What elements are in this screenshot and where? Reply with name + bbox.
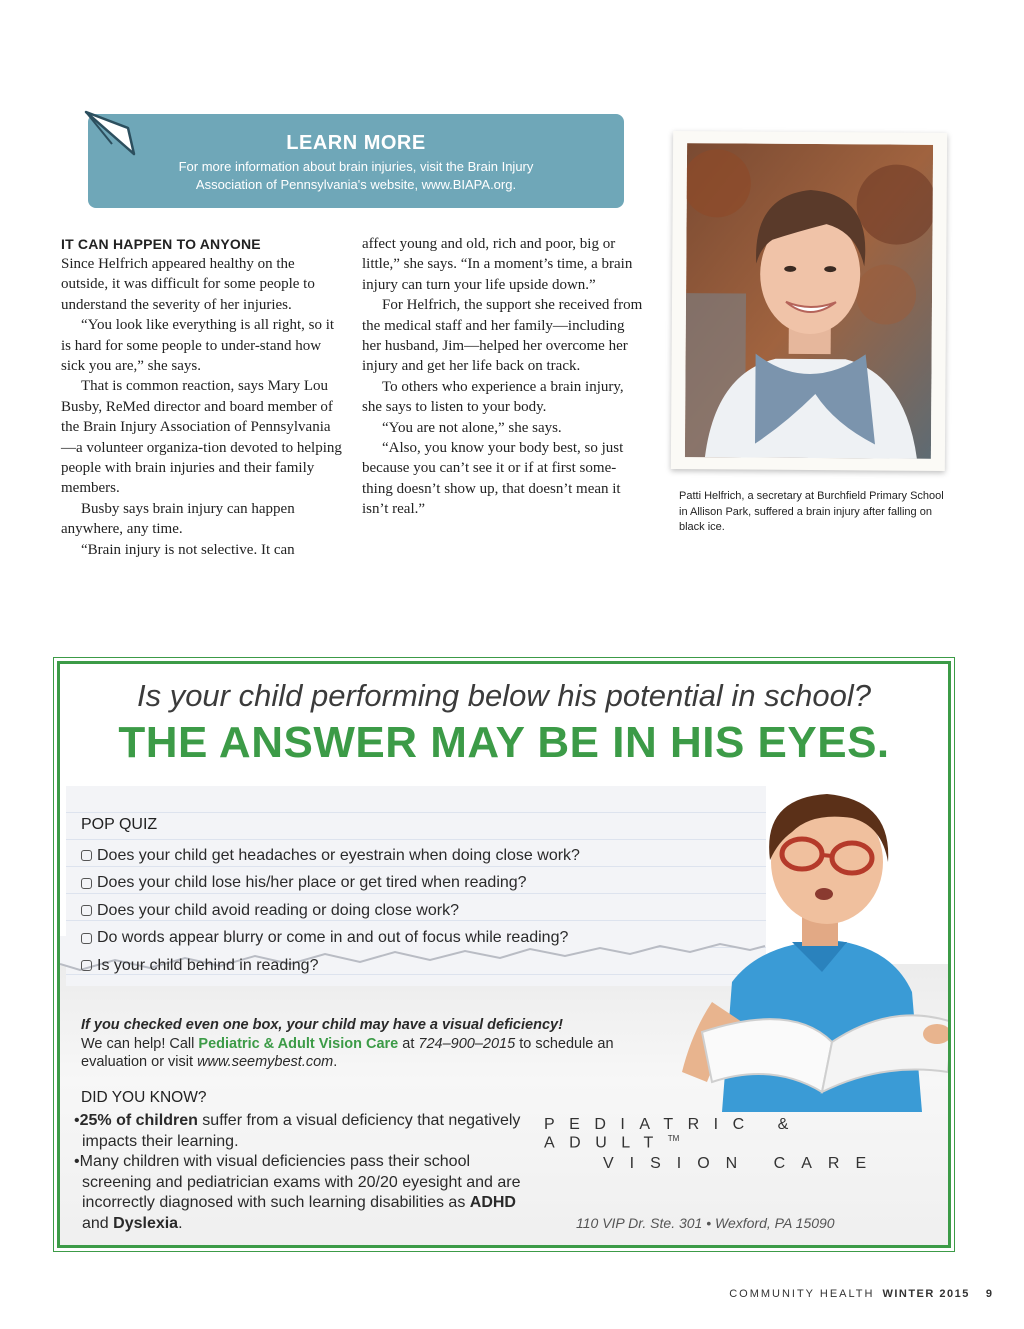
- did-you-know-list: [74, 1111, 524, 1234]
- quiz-item: [81, 952, 580, 980]
- quiz-item-text: Do words appear blurry or come in and out of focus while reading?: [97, 929, 569, 947]
- checkbox-icon: [81, 850, 92, 861]
- learn-more-line: Association of Pennsylvania's website, www.BIAPA.org.: [195, 177, 517, 192]
- ad-question: Is your child performing below his potential in school?: [136, 678, 872, 713]
- paragraph: affect young and old, rich and poor, big or little,” she says. “In a moment’s time, a brain injury can turn your life upside down.”: [362, 236, 633, 293]
- quiz-list: [81, 842, 580, 980]
- checkbox-icon: [81, 878, 92, 889]
- advertisement: [57, 661, 951, 1248]
- brand-name-line-1: [544, 1116, 948, 1152]
- quiz-title: POP QUIZ: [81, 816, 158, 833]
- checkbox-icon: [81, 960, 92, 971]
- cta-text: .: [333, 1054, 338, 1070]
- article-column-1: [61, 234, 343, 560]
- cta-text: at: [398, 1035, 419, 1052]
- stat-text: Many children with visual deficiencies pass their school screening and pediatrician exams with 20/20 eyesight and are incorrectly diagnosed with such learning disabilities as: [79, 1153, 521, 1211]
- cta-headline: If you checked even one box, your child may have a visual deficiency!: [81, 1017, 563, 1033]
- quiz-item: [81, 925, 580, 953]
- article-subhead: IT CAN HAPPEN TO ANYONE: [61, 236, 261, 252]
- ad-headline: THE ANSWER MAY BE IN HIS EYES.: [118, 718, 890, 767]
- quiz-item: [81, 842, 580, 870]
- cta-url: www.seemybest.com: [197, 1054, 334, 1070]
- paragraph: Since Helfrich appeared healthy on the outside, it was difficult for some people to understand the severity of her injuries.: [61, 256, 315, 313]
- paragraph: “Brain injury is not selective. It can: [81, 541, 295, 558]
- did-you-know-item: •Many children with visual deficiencies pass their school screening and pediatrician exams with 20/20 eyesight and are incorrectly diagnosed with such learning disabilities as ADHD and Dyslexia.: [74, 1153, 521, 1232]
- cta-body: [81, 1035, 641, 1072]
- paragraph: Busby says brain injury can happen anywhere, any time.: [61, 500, 295, 538]
- checkbox-icon: [81, 905, 92, 916]
- paragraph: That is common reaction, says Mary Lou Busby, ReMed director and board member of the Brain Injury Association of Pennsylvania—a volunteer organiza-tion devoted to helping people with brain injuries and their family members.: [61, 378, 342, 497]
- issue-name: WINTER 2015: [882, 1288, 970, 1300]
- learn-more-line: For more information about brain injuries, visit the Brain Injury: [178, 159, 534, 174]
- paragraph: “You look like everything is all right, so it is hard for some people to under-stand how sick you are,” she says.: [61, 317, 335, 375]
- paragraph: For Helfrich, the support she received from the medical staff and her family—including her husband, Jim—helped her overcome her injury and get her life back on track.: [362, 297, 643, 375]
- brand-text: PEDIATRIC & ADULT: [544, 1116, 803, 1152]
- quiz-item-text: Is your child behind in reading?: [97, 956, 319, 974]
- business-address: 110 VIP Dr. Ste. 301 • Wexford, PA 15090: [576, 1215, 835, 1231]
- did-you-know-item: •25% of children suffer from a visual deficiency that negatively impacts their learning.: [74, 1112, 521, 1150]
- paragraph: To others who experience a brain injury, she says to listen to your body.: [362, 378, 624, 416]
- boy-with-book-image: [652, 772, 951, 1112]
- article-column-2: [362, 234, 644, 520]
- quiz-item-text: Does your child lose his/her place or get tired when reading?: [97, 874, 527, 892]
- learn-more-title: LEARN MORE: [286, 132, 426, 154]
- checkbox-icon: [81, 933, 92, 944]
- cta-brand: Pediatric & Adult Vision Care: [198, 1035, 399, 1052]
- stat-bold: 25% of children: [79, 1112, 198, 1129]
- ad-call-to-action: [81, 1016, 641, 1072]
- stat-text: and: [82, 1214, 114, 1232]
- learn-more-text: [128, 158, 584, 194]
- photo-caption: Patti Helfrich, a secretary at Burchfield Primary School in Allison Park, suffered a brain injury after falling on black ice.: [679, 490, 944, 533]
- photo-frame: [671, 131, 947, 471]
- quiz-item-text: Does your child avoid reading or doing close work?: [97, 901, 459, 919]
- page-number: 9: [985, 1288, 994, 1300]
- magazine-name: COMMUNITY HEALTH: [729, 1288, 875, 1300]
- cta-text: to schedule an evaluation or visit: [81, 1035, 614, 1070]
- stat-bold: ADHD: [469, 1194, 516, 1211]
- quiz-item: [81, 897, 580, 925]
- quiz-item-text: Does your child get headaches or eyestrain when doing close work?: [97, 846, 580, 864]
- brand-name-line-2: VISION CARE: [603, 1155, 883, 1172]
- stat-bold: Dyslexia: [113, 1214, 179, 1232]
- trademark: TM: [667, 1134, 680, 1143]
- stat-text: .: [178, 1214, 183, 1232]
- did-you-know-title: DID YOU KNOW?: [81, 1089, 207, 1106]
- learn-more-box: [88, 114, 624, 208]
- paragraph: “Also, you know your body best, so just because you can’t see it or if at first some-thing doesn’t show up, that doesn’t mean it isn’t real.”: [362, 440, 624, 518]
- paragraph: “You are not alone,” she says.: [382, 419, 562, 436]
- cta-phone: 724–900–2015: [418, 1035, 516, 1052]
- cta-text: We can help! Call: [81, 1035, 199, 1052]
- stat-text: suffer from a visual deficiency that negatively impacts their learning.: [82, 1112, 521, 1150]
- page-footer: [729, 1288, 994, 1300]
- portrait-photo: [685, 143, 933, 459]
- quiz-item: [81, 870, 580, 898]
